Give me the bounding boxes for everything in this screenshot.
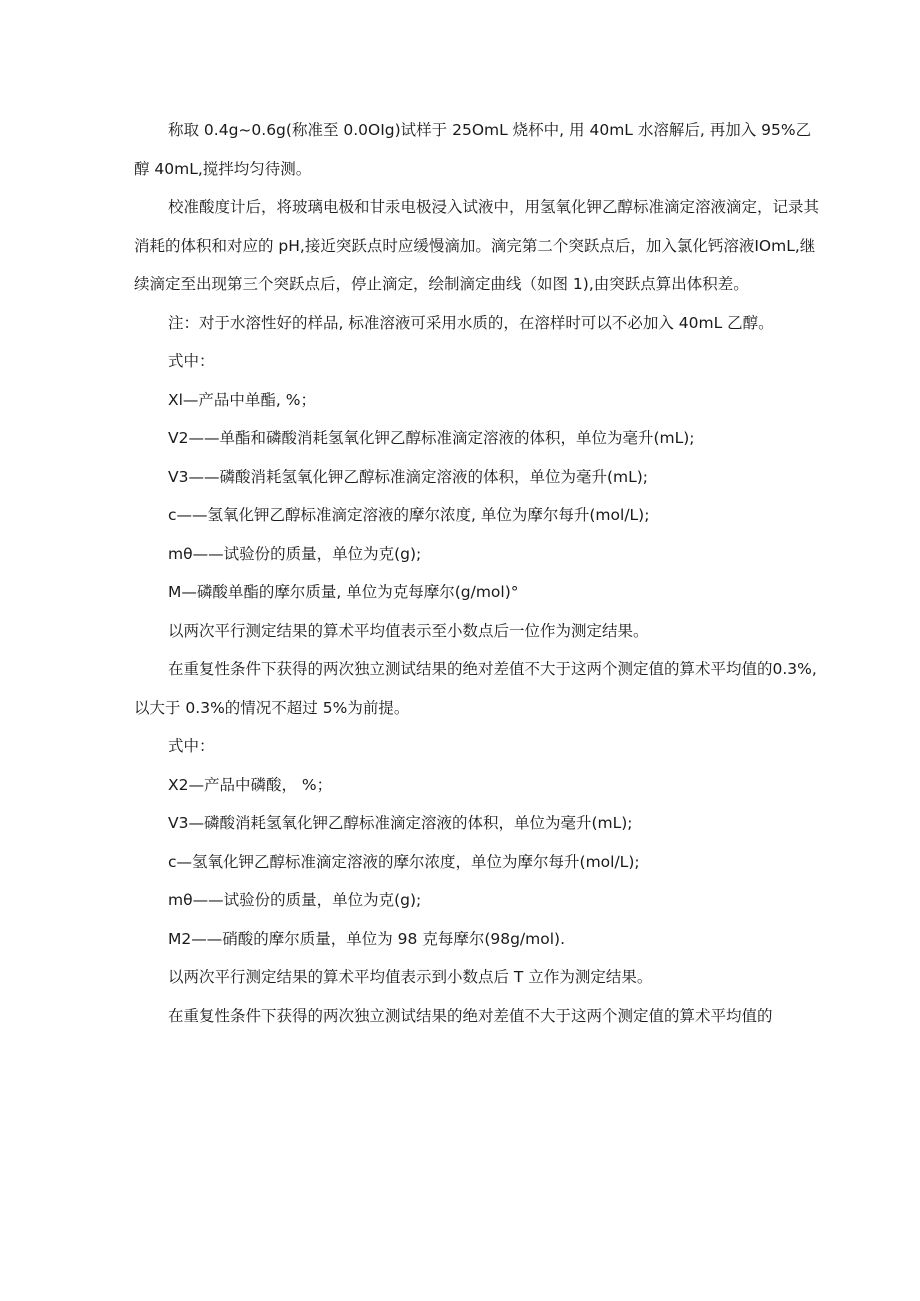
paragraph-titration-procedure: 校准酸度计后，将玻璃电极和甘汞电极浸入试液中，用氢氧化钾乙醇标准滴定溶液滴定，记录其消耗的体积和对应的 pH,接近突跃点时应缓慢滴加。滴完第二个突跃点后，加入氯化钙溶液IOmL,继续滴定至出现第三个突跃点后，停止滴定，绘制滴定曲线（如图 1),由突跃点算出体积差。 <box>134 198 820 293</box>
paragraph-def-c-b: c—氢氧化钾乙醇标准滴定溶液的摩尔浓度，单位为摩尔每升(mol∕L); <box>168 852 640 871</box>
paragraph-repeatability-1: 在重复性条件下获得的两次独立测试结果的绝对差值不大于这两个测定值的算术平均值的0.3%,以大于 0.3%的情况不超过 5%为前提。 <box>134 660 817 717</box>
paragraph-result-2: 以两次平行测定结果的算术平均值表示到小数点后 T 立作为测定结果。 <box>168 968 653 986</box>
paragraph-note: 注：对于水溶性好的样品, 标准溶液可采用水质的，在溶样时可以不必加入 40mL 乙醇。 <box>168 313 774 332</box>
paragraph-def-v3: V3——磷酸消耗氢氧化钾乙醇标准滴定溶液的体积，单位为毫升(mL); <box>168 467 649 486</box>
paragraph-formula-intro-1: 式中： <box>168 352 215 370</box>
paragraph-repeatability-2: 在重复性条件下获得的两次独立测试结果的绝对差值不大于这两个测定值的算术平均值的 <box>168 1006 773 1025</box>
paragraph-def-m0: mθ——试验份的质量，单位为克(g); <box>168 544 422 563</box>
paragraph-def-x1: Xl—产品中单酯, %； <box>168 390 317 409</box>
paragraph-def-v2: V2——单酯和磷酸消耗氢氧化钾乙醇标准滴定溶液的体积，单位为毫升(mL); <box>168 429 695 447</box>
paragraph-def-x2: X2—产品中磷酸， %； <box>168 775 333 794</box>
paragraph-def-c: c——氢氧化钾乙醇标准滴定溶液的摩尔浓度, 单位为摩尔每升(mol∕L); <box>168 506 650 524</box>
paragraph-def-m0-b: mθ——试验份的质量，单位为克(g); <box>168 891 422 909</box>
paragraph-sample-weighing: 称取 0.4g~0.6g(称准至 0.0OIg)试样于 25OmL 烧杯中, 用 40mL 水溶解后, 再加入 95%乙醇 40mL,搅拌均匀待测。 <box>134 121 812 178</box>
paragraph-def-m2: M2——硝酸的摩尔质量，单位为 98 克每摩尔(98g∕mol). <box>168 929 566 948</box>
paragraph-def-v3-b: V3—磷酸消耗氢氧化钾乙醇标准滴定溶液的体积，单位为毫升(mL); <box>168 814 633 832</box>
paragraph-formula-intro-2: 式中： <box>168 737 215 755</box>
paragraph-result-1: 以两次平行测定结果的算术平均值表示至小数点后一位作为测定结果。 <box>168 621 649 640</box>
paragraph-def-m: M—磷酸单酯的摩尔质量, 单位为克每摩尔(g∕mol)° <box>168 583 519 601</box>
